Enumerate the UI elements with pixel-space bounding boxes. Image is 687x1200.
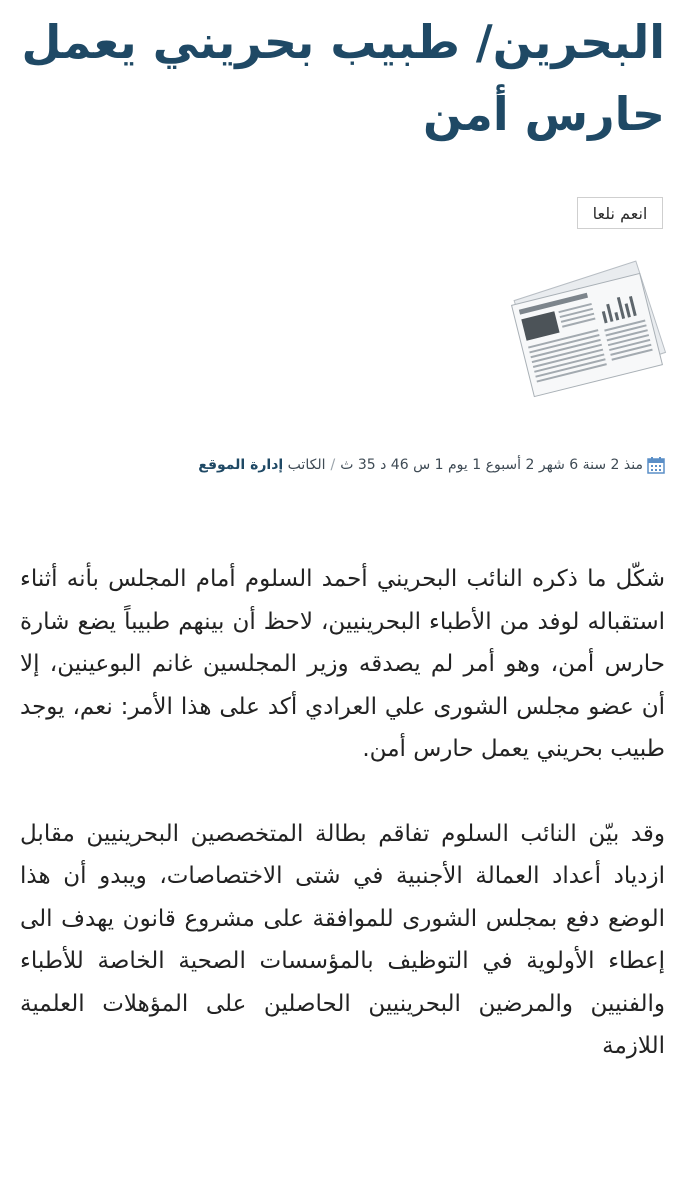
meta-separator: / [330,457,336,473]
article-time-ago: منذ 2 سنة 6 شهر 2 أسبوع 1 يوم 1 س 46 د 35 ث [340,457,643,473]
article-body [20,558,665,1110]
article-paragraph-1: شكّل ما ذكره النائب البحريني أحمد السلوم أمام المجلس بأنه أثناء استقباله لوفد من الأطباء البحرينيين، لاحظ أن بينهم طبيباً يضع شارة حارس أمن، وهو أمر لم يصدقه وزير المجلسين غانم البوعينين، إلا أن عضو مجلس الشورى علي العرادي أكد على هذا الأمر: نعم، يوجد طبيب بحريني يعمل حارس أمن. [20,566,665,762]
newspaper-icon [507,250,667,400]
article-title: البحرين/ طبيب بحريني يعمل حارس أمن [21,15,665,141]
author-prefix: الكاتب [287,457,326,473]
article-paragraph-2: وقد بيّن النائب السلوم تفاقم بطالة المتخصصين البحرينيين مقابل ازدياد أعداد العمالة الأجنبية في شتى الاختصاصات، ويبدو أن هذا الوضع دفع بمجلس الشورى للموافقة على مشروع قانون يهدف الى إعطاء الأولوية في التوظيف بالمؤسسات الصحية الخاصة للأطباء والفنيين والمرضين البحرينيين الحاصلين على المؤهلات العلمية اللازمة [20,820,665,1059]
author-link[interactable]: إدارة الموقع [198,457,284,473]
rate-button[interactable]: انعم نلعا [577,197,663,229]
calendar-icon [647,456,665,474]
article-meta [10,453,665,477]
